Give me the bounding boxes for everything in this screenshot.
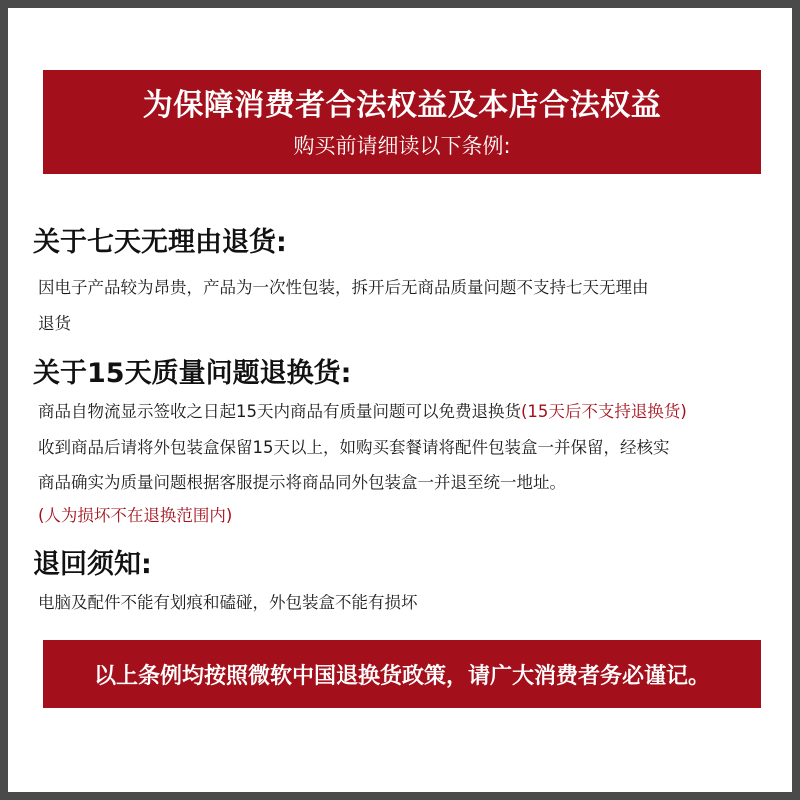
section-quality-heading: 关于15天质量问题退换货: xyxy=(33,358,352,389)
section-seven-day-line-2: 退货 xyxy=(38,314,71,333)
notice-page xyxy=(8,8,792,792)
section-quality-line-1 xyxy=(38,398,687,422)
section-return-heading: 退回须知: xyxy=(33,549,152,580)
section-quality-line-2: 收到商品后请将外包装盒保留15天以上，如购买套餐请将配件包装盒一并保留，经核实 xyxy=(38,438,670,457)
footer-text: 以上条例均按照微软中国退换货政策，请广大消费者务必谨记。 xyxy=(93,664,710,689)
header-subtitle: 购买前请细读以下条例: xyxy=(293,134,511,158)
header-banner xyxy=(43,70,761,174)
section-return-line: 电脑及配件不能有划痕和磕碰，外包装盒不能有损坏 xyxy=(38,593,418,612)
section-quality-note: (人为损坏不在退换范围内) xyxy=(38,506,233,525)
section-seven-day-line-1: 因电子产品较为昂贵，产品为一次性包装，拆开后无商品质量问题不支持七天无理由 xyxy=(38,278,649,297)
section-quality-line-1-text: 商品自物流显示签收之日起15天内商品有质量问题可以免费退换货 xyxy=(38,402,521,421)
section-quality-line-3: 商品确实为质量问题根据客服提示将商品同外包装盒一并退至统一地址。 xyxy=(38,473,566,492)
footer-banner xyxy=(43,640,761,708)
section-seven-day-heading: 关于七天无理由退货: xyxy=(33,227,287,258)
header-title: 为保障消费者合法权益及本店合法权益 xyxy=(142,88,662,123)
section-quality-line-1-note: (15天后不支持退换货) xyxy=(521,402,687,421)
